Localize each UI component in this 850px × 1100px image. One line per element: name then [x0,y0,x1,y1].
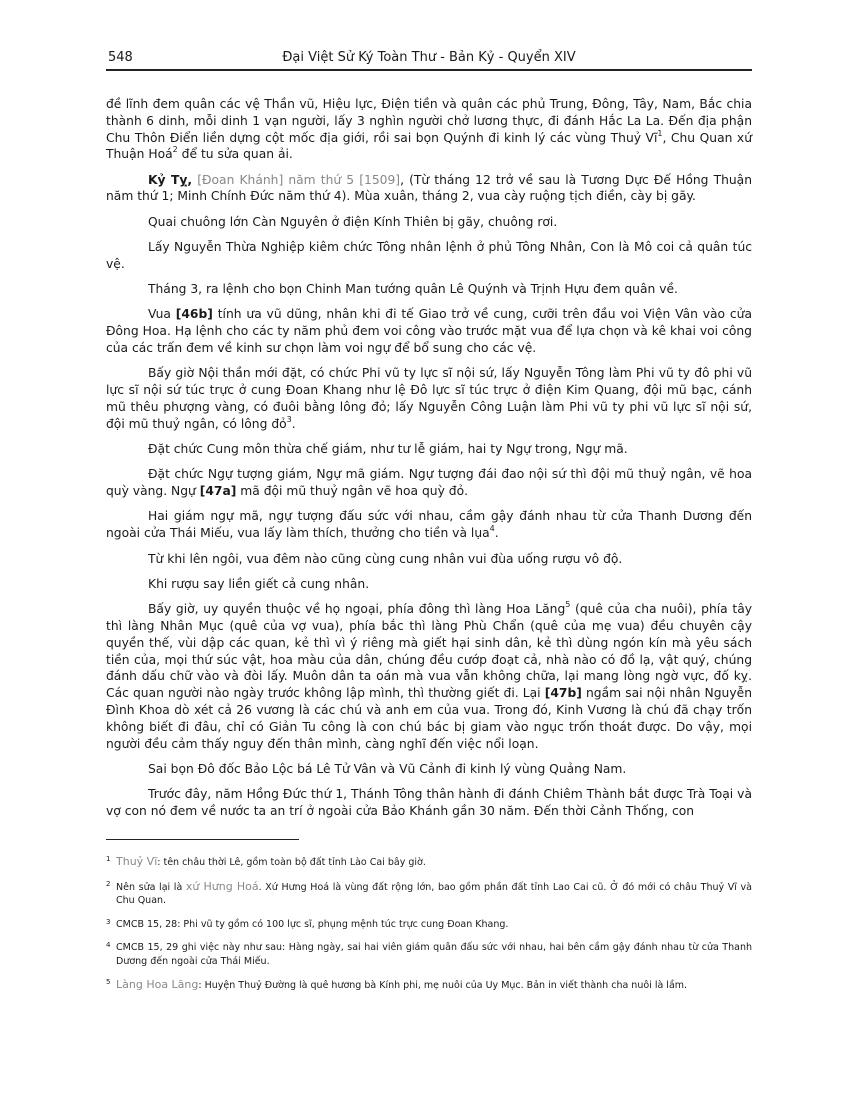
footnote-5 [106,978,752,993]
footnote-text: Nên sửa lại là [116,881,186,893]
paragraph [106,172,752,206]
page-header [106,47,752,71]
footnote-text: : Huyện Thuỷ Đường là quê hương bà Kính phi, mẹ nuôi của Uy Mục. Bản in viết thành cha nuôi là lầm. [198,980,688,991]
footnote-2 [106,880,752,908]
text-run: . [494,526,499,541]
footnote-mark: 2 [106,879,111,888]
footnote-text: : tên châu thời Lê, gồm toàn bộ đất tỉnh Lào Cai bây giờ. [157,857,426,868]
text-run: Vua [148,307,176,322]
folio-marker: [47b] [544,686,582,701]
text-run: , (Từ tháng 12 trở về sau là Tương Dực Đế Hồng Thuận năm thứ 1; Minh Chính Đức năm thứ 4). Mùa xuân, tháng 2, vua cày ruộng tịch điền, cày bị gãy. [106,172,752,204]
text-run: (quê của cha nuôi), phía tây thì làng Nhân Mục (quê của vợ vua), phía bắc thì làng Phù Chẩn (quê của mẹ vua) đều chuyên cậy quyền thế, vùi dập các quan, kẻ thì vì ý riêng mà giết hại sinh dân, kẻ thì dùng ngón kín mà yêu sách tiền của, mọi thứ súc vật, hoa màu của dân, chúng đều cướp đoạt cả, nhà nào có đồ lạ, vật quý, chúng đánh dấu chữ vào và đòi lấy. Muôn dân ta oán mà vua vẫn không chữa, lại mang lòng ngờ vực, đố kỵ. Các quan người nào ngày trước không lập mình, thì thường giết đi. Lại [106,602,753,701]
text-run: Đặt chức Ngự tượng giám, Ngự mã giám. Ngự tượng đái đao nội sứ thì đội mũ thuỷ ngân, vẽ hoa quỳ vàng. Ngự [106,467,752,499]
text-run: đề lĩnh đem quân các vệ Thần vũ, Hiệu lực, Điện tiền và quân các phủ Trung, Đông, Tây, Nam, Bắc chia thành 6 dinh, mỗi dinh 1 vạn người, lấy 3 nghìn người chở lương thực, đi đánh Hắc La La. Đến địa phận Chu Thôn Điển liền dựng cột mốc địa giới, rồi sai bọn Quýnh đi kinh lý các vùng Thuỷ Vĩ [106,97,752,145]
footnotes [106,855,752,1003]
footnote-ref[interactable]: 3 [286,414,292,424]
body-text [106,96,752,828]
year-heading: Kỷ Tỵ, [148,172,193,187]
text-run: tính ưa vũ dũng, nhân khi đi tế Giao trở về cung, cưỡi trên đầu voi Viện Vân vào cửa Đông Hoa. Hạ lệnh cho các ty năm phủ đem voi công vào trước mặt vua để lựa chọn và kê khai voi công của các trấn đem về kinh sư chọn làm voi ngự để bổ sung cho các vệ. [106,307,752,356]
paragraph: Trước đây, năm Hồng Đức thứ 1, Thánh Tông thân hành đi đánh Chiêm Thành bắt được Trà Toại và vợ con nó đem về nước ta an trí ở ngoài cửa Bảo Khánh gần 30 năm. Đến thời Cảnh Thống, con [106,787,752,818]
text-run: . [291,416,296,431]
footnote-text: CMCB 15, 29 ghi việc này như sau: Hàng ngày, sai hai viên giám quân đấu sức với nhau, hai bên cầm gậy đánh nhau từ cửa Thanh Dương đến ngoài cửa Thái Miếu. [116,942,752,967]
folio-marker: [46b] [175,307,213,322]
paragraph [106,601,752,752]
footnote-text: CMCB 15, 28: Phi vũ ty gồm có 100 lực sĩ, phụng mệnh túc trực cung Đoan Khang. [116,918,509,930]
footnote-term: Thuỷ Vĩ [116,855,158,868]
paragraph: Lấy Nguyễn Thừa Nghiệp kiêm chức Tông nhân lệnh ở phủ Tông Nhân, Con là Mô coi cả quân túc vệ. [106,240,752,271]
footnote-divider [106,839,299,840]
paragraph [106,365,752,432]
footnote-ref[interactable]: 1 [657,128,663,138]
paragraph: Sai bọn Đô đốc Bảo Lộc bá Lê Tử Vân và Vũ Cảnh đi kinh lý vùng Quảng Nam. [148,761,627,776]
paragraph [106,508,752,542]
paragraph: Khi rượu say liền giết cả cung nhân. [148,576,370,591]
footnote-mark: 4 [106,941,111,949]
text-run: Hai giám ngự mã, ngự tượng đấu sức với nhau, cầm gậy đánh nhau từ cửa Thanh Dương đến ngoài cửa Thái Miếu, vua lấy làm thích, thưởng cho tiền và lụa [106,509,752,541]
text-run: , Chu Quan xứ Thuận Hoá [106,130,752,162]
footnote-ref[interactable]: 4 [489,524,495,534]
paragraph: Từ khi lên ngôi, vua đêm nào cũng cùng cung nhân vui đùa uống rượu vô độ. [148,551,623,566]
footnote-mark: 1 [106,855,111,863]
reign-year: [Đoan Khánh] năm thứ 5 [1509] [192,172,401,187]
text-run: Bấy giờ, uy quyền thuộc về họ ngoại, phía đông thì làng Hoa Lăng [148,602,566,617]
page-number: 548 [108,50,133,65]
footnote-3 [106,918,752,932]
footnote-mark: 5 [106,978,111,986]
paragraph [106,306,752,356]
footnote-ref[interactable]: 2 [172,145,178,155]
paragraph: Tháng 3, ra lệnh cho bọn Chinh Man tướng quân Lê Quýnh và Trịnh Hựu đem quân về. [148,282,678,297]
text-run: mã đội mũ thuỷ ngân vẽ hoa quỳ đỏ. [236,484,469,499]
footnote-mark: 3 [106,917,111,926]
paragraph [106,96,752,163]
folio-marker: [47a] [199,484,237,499]
footnote-text: . Xứ Hưng Hoá là vùng đất rộng lớn, bao gồm phần đất tỉnh Lao Cai cũ. Ở đó mới có châu Thuỷ Vĩ và Chu Quan. [116,881,752,906]
footnote-term: xứ Hưng Hoá [185,879,259,893]
footnote-term: Làng Hoa Lăng [116,978,199,991]
text-run: ngầm sai nội nhân Nguyễn Đình Khoa dò xét cả 26 vương là các chú và anh em của vua. Trong đó, Kinh Vương là chú đã chạy trốn không biết đi đâu, chỉ có Giản Tu công là con chú bác bị giam vào ngục trốn thoát được. Do vậy, mọi người đều cảm thấy nguy đến thân mình, càng nghĩ đến việc nổi loạn. [106,686,752,751]
paragraph: Đặt chức Cung môn thừa chế giám, như tư lễ giám, hai ty Ngự trong, Ngự mã. [148,442,628,457]
paragraph [106,466,752,500]
footnote-ref[interactable]: 5 [565,600,571,610]
running-title: Đại Việt Sử Ký Toàn Thư - Bản Kỷ - Quyển XIV [282,50,576,65]
footnote-4 [106,941,752,968]
paragraph: Quai chuông lớn Càn Nguyên ở điện Kính Thiên bị gãy, chuông rơi. [148,214,558,229]
footnote-1 [106,855,752,870]
text-run: để tu sửa quan ải. [177,147,293,162]
text-run: Bấy giờ Nội thần mới đặt, có chức Phi vũ ty lực sĩ nội sứ, lấy Nguyễn Tông làm Phi vũ ty đô phi vũ lực sĩ nội sứ túc trực ở cung Đoan Khang như lệ Đô lực sĩ túc trực ở điện Kim Quang, đội mũ bạc, cánh mũ thêu phượng vàng, có đuôi bằng lông đỏ; lấy Nguyễn Công Luận làm Phi vũ ty phi vũ lực sĩ nội sứ, đội mũ thuỷ ngân, có lông đỏ [106,366,752,431]
